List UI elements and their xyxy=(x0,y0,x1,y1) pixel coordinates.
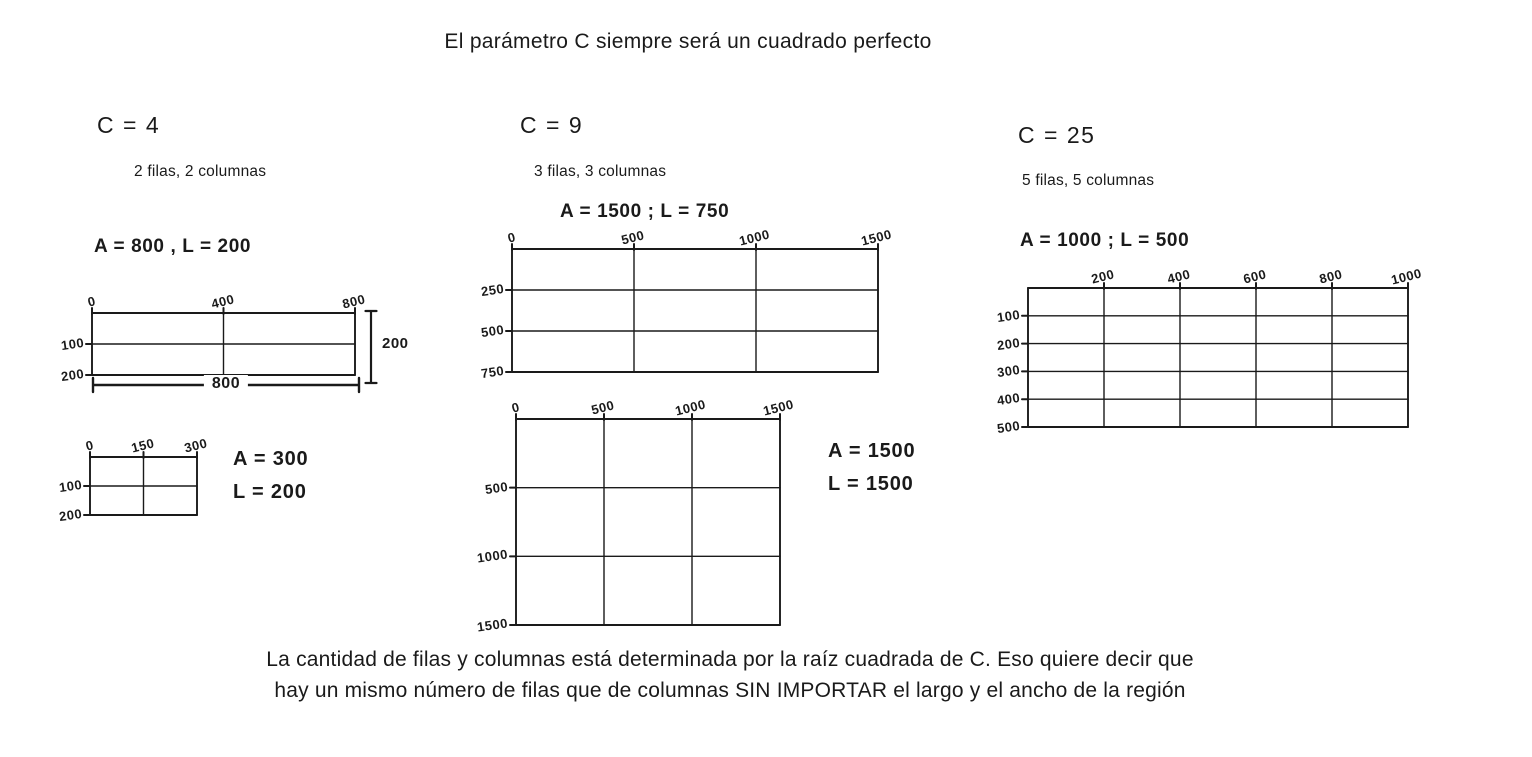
y-tick-label: 200 xyxy=(57,505,83,525)
annotation-length: L = 200 xyxy=(233,481,307,503)
example-c25-heading: C = 25 xyxy=(1018,122,1096,148)
dimension-bracket-width xyxy=(90,376,362,394)
y-tick-label: 750 xyxy=(479,362,505,382)
x-tick-label: 400 xyxy=(209,291,236,312)
y-tick-label: 200 xyxy=(59,365,85,385)
page-title: El parámetro C siempre será un cuadrado perfecto xyxy=(444,30,932,53)
grid-lines xyxy=(512,249,878,372)
grid-c9-square-annotation xyxy=(828,440,915,506)
example-c4-heading: C = 4 xyxy=(97,112,161,138)
x-tick-label: 1000 xyxy=(673,396,708,419)
grid-lines xyxy=(90,457,197,515)
example-c4-subtitle: 2 filas, 2 columnas xyxy=(134,163,267,180)
example-c9-params: A = 1500 ; L = 750 xyxy=(560,201,730,222)
x-tick-label: 200 xyxy=(1089,266,1116,287)
y-tick-label: 400 xyxy=(995,390,1021,409)
annotation-length: L = 1500 xyxy=(828,473,914,495)
y-tick-label: 250 xyxy=(479,280,505,300)
annotation-area: A = 1500 xyxy=(828,440,916,462)
y-tick-label: 500 xyxy=(479,321,505,341)
grid-c4-main xyxy=(59,291,367,385)
grid-lines xyxy=(92,313,355,375)
y-tick-label: 300 xyxy=(995,362,1021,381)
x-tick-label: 0 xyxy=(506,229,518,246)
grid-c4-small-annotation xyxy=(233,448,308,514)
y-tick-label: 100 xyxy=(995,306,1021,325)
x-tick-label: 150 xyxy=(129,435,156,456)
x-tick-label: 500 xyxy=(619,227,646,248)
dimension-width-label: 800 xyxy=(204,375,248,393)
grid-c25-main xyxy=(995,265,1424,437)
dimension-bracket-height xyxy=(364,309,424,387)
x-tick-label: 1500 xyxy=(859,226,894,249)
annotation-area: A = 300 xyxy=(233,448,309,470)
grid-c9-square xyxy=(476,396,796,635)
y-tick-label: 1500 xyxy=(476,615,509,635)
y-tick-label: 100 xyxy=(57,476,83,496)
footer-line-2: hay un mismo número de filas que de columnas SIN IMPORTAR el largo y el ancho de la región xyxy=(274,679,1186,702)
x-tick-label: 0 xyxy=(510,399,522,416)
x-tick-label: 1000 xyxy=(737,226,772,249)
y-tick-label: 1000 xyxy=(476,546,509,566)
y-tick-label: 100 xyxy=(59,334,85,354)
y-tick-label: 500 xyxy=(995,417,1021,437)
x-tick-label: 1000 xyxy=(1389,265,1424,288)
x-tick-label: 0 xyxy=(84,437,96,454)
dimension-height-label: 200 xyxy=(382,335,409,352)
x-tick-label: 300 xyxy=(182,435,209,456)
footer-note xyxy=(140,644,1320,706)
x-tick-label: 0 xyxy=(86,293,98,310)
x-tick-label: 600 xyxy=(1241,266,1268,287)
x-tick-label: 1500 xyxy=(761,396,796,419)
footer-line-1: La cantidad de filas y columnas está determinada por la raíz cuadrada de C. Eso quiere decir que xyxy=(266,648,1194,671)
example-c9-heading: C = 9 xyxy=(520,112,584,138)
y-tick-label: 200 xyxy=(995,334,1021,353)
x-tick-label: 800 xyxy=(340,291,367,312)
example-c25-params: A = 1000 ; L = 500 xyxy=(1020,230,1190,251)
example-c25-subtitle: 5 filas, 5 columnas xyxy=(1022,172,1155,189)
x-tick-label: 800 xyxy=(1317,266,1344,287)
x-tick-label: 400 xyxy=(1165,266,1192,287)
y-tick-label: 500 xyxy=(483,478,509,497)
grid-c9-wide xyxy=(479,226,894,382)
grid-lines xyxy=(516,419,780,625)
x-tick-label: 500 xyxy=(589,397,616,418)
grid-c4-small xyxy=(57,435,209,525)
example-c4-params: A = 800 , L = 200 xyxy=(94,236,252,257)
grid-lines xyxy=(1028,288,1408,427)
bracket-lines-icon xyxy=(364,309,378,385)
example-c9-subtitle: 3 filas, 3 columnas xyxy=(534,163,667,180)
